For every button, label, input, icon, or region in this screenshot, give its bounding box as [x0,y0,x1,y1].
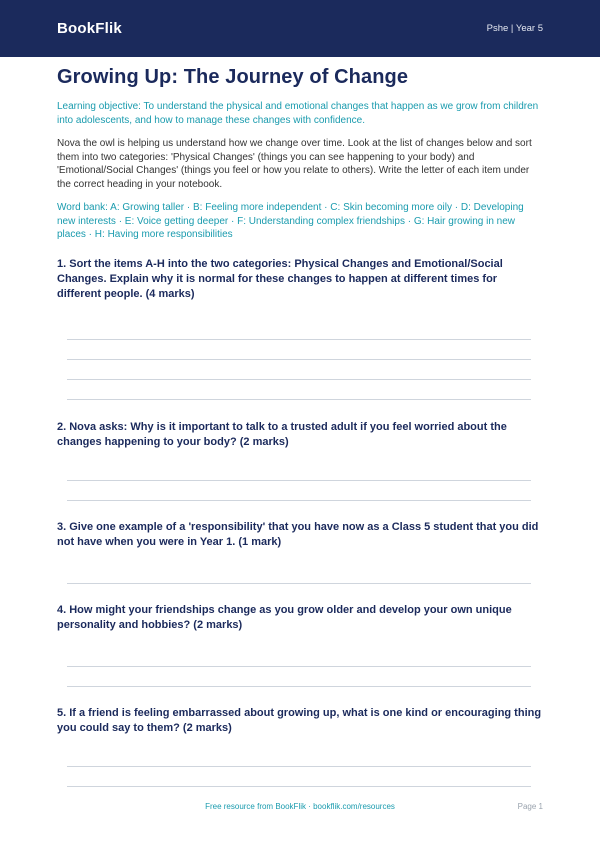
answer-line [67,399,531,400]
page-number: Page 1 [517,802,543,811]
answer-line [67,666,531,667]
answer-line [67,480,531,481]
question-3 [57,520,543,584]
answer-line [67,583,531,584]
page-title: Growing Up: The Journey of Change [57,66,409,88]
question-1-text: 1. Sort the items A-H into the two categories: Physical Changes and Emotional/Social Changes. Explain why it is normal for these changes to happen at different times for different people. (4 marks) [57,257,503,300]
question-3-answer-area[interactable] [67,550,531,584]
answer-line [67,339,531,340]
answer-line [67,500,531,501]
question-4-answer-area[interactable] [67,633,531,687]
answer-line [67,379,531,380]
question-5-text: 5. If a friend is feeling embarrassed about growing up, what is one kind or encouraging thing you could say to them? (2 marks) [57,706,542,734]
subject-year-label: Pshe | Year 5 [486,23,543,34]
question-4-text: 4. How might your friendships change as you grow older and develop your own unique personality and hobbies? (2 marks) [57,603,512,631]
question-5 [57,706,543,787]
word-bank: Word bank: A: Growing taller · B: Feeling more independent · C: Skin becoming more oily · D: Developing new interests · E: Voice getting deeper · F: Understanding complex friendships · G: Hair growing in new places · H: Having more responsibilities [57,202,524,240]
answer-line [67,359,531,360]
page-footer [57,802,543,814]
question-4 [57,603,543,687]
answer-line [67,766,531,767]
question-1-answer-area[interactable] [67,302,531,400]
answer-line [67,686,531,687]
worksheet-content [57,66,543,787]
question-5-answer-area[interactable] [67,736,531,787]
question-3-text: 3. Give one example of a 'responsibility' that you have now as a Class 5 student that you did not have when you were in Year 1. (1 mark) [57,520,539,548]
question-1 [57,257,543,400]
answer-line [67,786,531,787]
intro-text: Nova the owl is helping us understand how we change over time. Look at the list of changes below and sort them into two categories: 'Physical Changes' (things you can see happening to your body) and 'Emotional/Social Changes' (things you feel or how you relate to others). Write the letter of each item under the correct heading in your notebook. [57,138,532,190]
page-header [0,0,600,57]
learning-objective: Learning objective: To understand the physical and emotional changes that happen as we grow from children into adolescents, and how to manage these changes with confidence. [57,101,539,126]
question-2 [57,420,543,501]
question-2-answer-area[interactable] [67,450,531,501]
footer-link-text[interactable]: Free resource from BookFlik · bookflik.com/resources [205,802,395,811]
brand-logo: BookFlik [57,20,122,37]
question-2-text: 2. Nova asks: Why is it important to talk to a trusted adult if you feel worried about the changes happening to your body? (2 marks) [57,420,507,448]
